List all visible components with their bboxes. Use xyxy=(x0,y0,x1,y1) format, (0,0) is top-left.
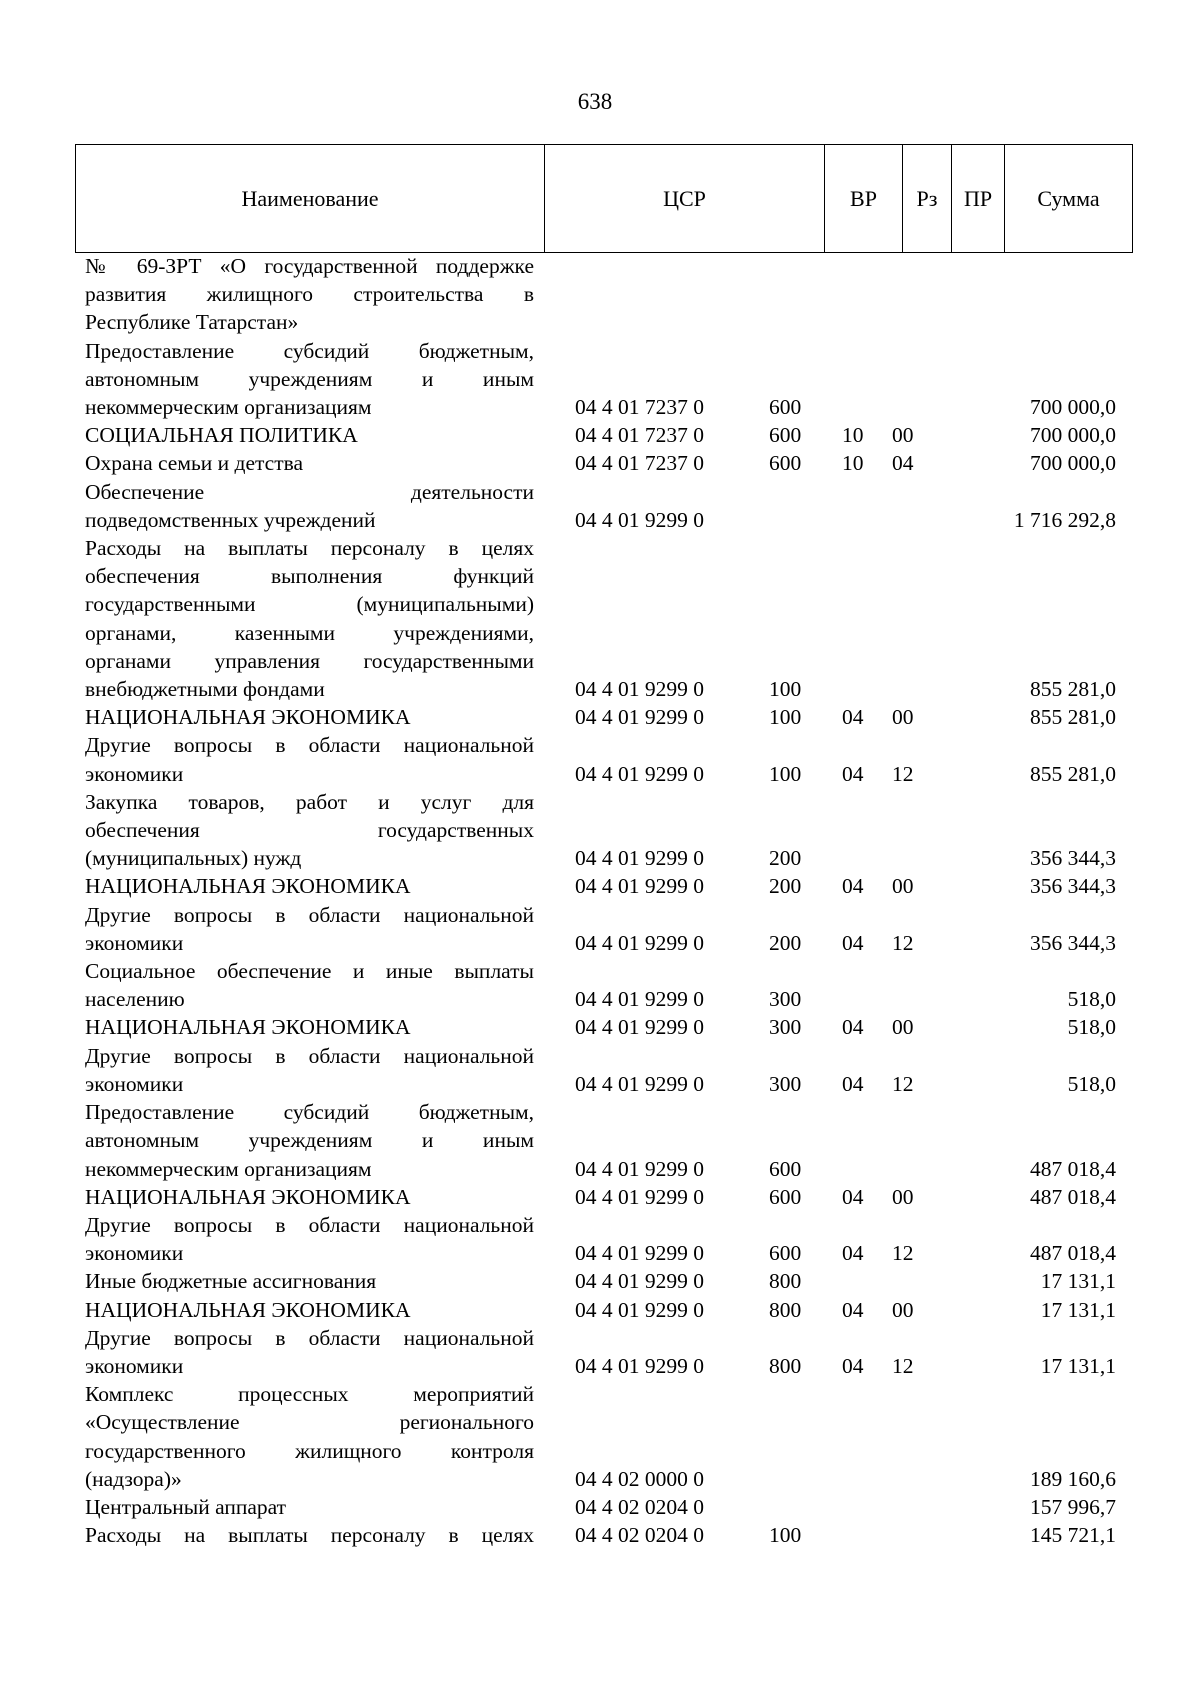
row-name-line: государственными (муниципальными) xyxy=(85,592,534,617)
row-vr: 100 xyxy=(769,705,802,730)
row-name-line: экономики xyxy=(85,930,184,955)
row-name-line: подведомственных учреждений xyxy=(85,507,376,532)
row-csr: 04 4 01 9299 0 xyxy=(575,1241,704,1266)
row-rz: 04 xyxy=(842,1015,864,1040)
table-row xyxy=(0,703,1200,731)
row-name-line: некоммерческим организациям xyxy=(85,1156,372,1181)
row-rz: 10 xyxy=(842,451,864,476)
row-name-line: органами управления государственными xyxy=(85,648,534,673)
row-sum: 157 996,7 xyxy=(1030,1494,1116,1519)
row-sum: 145 721,1 xyxy=(1030,1523,1116,1548)
row-name-line: Закупка товаров, работ и услуг для xyxy=(85,789,534,814)
table-header xyxy=(75,144,1133,253)
row-csr: 04 4 01 9299 0 xyxy=(575,1156,704,1181)
row-name-line: автономным учреждениям и иным xyxy=(85,1128,534,1153)
row-csr: 04 4 01 9299 0 xyxy=(575,1353,704,1378)
row-name-line: Предоставление субсидий бюджетным, xyxy=(85,338,534,363)
table-row xyxy=(0,449,1200,477)
row-name-line: Расходы на выплаты персоналу в целях xyxy=(85,1523,534,1548)
row-csr: 04 4 01 9299 0 xyxy=(575,1297,704,1322)
row-vr: 300 xyxy=(769,1071,802,1096)
row-name-line: обеспечения государственных xyxy=(85,818,534,843)
row-name-line: Социальное обеспечение и иные выплаты xyxy=(85,959,534,984)
row-rz: 04 xyxy=(842,761,864,786)
row-name-line: (надзора)» xyxy=(85,1466,182,1491)
row-vr: 800 xyxy=(769,1269,802,1294)
table-row xyxy=(0,1098,1200,1183)
row-name-line: Другие вопросы в области национальной xyxy=(85,1212,534,1237)
row-rz: 04 xyxy=(842,874,864,899)
row-name-line: экономики xyxy=(85,761,184,786)
row-name-line: (муниципальных) нужд xyxy=(85,846,302,871)
row-csr: 04 4 01 9299 0 xyxy=(575,1184,704,1209)
row-csr: 04 4 01 9299 0 xyxy=(575,874,704,899)
row-pr: 04 xyxy=(892,451,914,476)
row-name-line: государственного жилищного контроля xyxy=(85,1438,534,1463)
row-pr: 12 xyxy=(892,761,914,786)
table-body xyxy=(0,252,1200,1549)
row-name xyxy=(85,703,534,731)
table-row xyxy=(0,337,1200,422)
row-vr: 200 xyxy=(769,846,802,871)
row-name xyxy=(85,1042,534,1098)
row-name xyxy=(85,449,534,477)
row-name xyxy=(85,901,534,957)
row-csr: 04 4 02 0000 0 xyxy=(575,1466,704,1491)
row-name-line: НАЦИОНАЛЬНАЯ ЭКОНОМИКА xyxy=(85,1297,411,1322)
header-pr: ПР xyxy=(952,145,1005,252)
row-sum: 518,0 xyxy=(1067,987,1116,1012)
row-pr: 12 xyxy=(892,930,914,955)
row-sum: 518,0 xyxy=(1067,1015,1116,1040)
page-number: 638 xyxy=(577,89,613,114)
table-row xyxy=(0,1324,1200,1380)
row-csr: 04 4 01 9299 0 xyxy=(575,761,704,786)
table-row xyxy=(0,252,1200,337)
row-vr: 300 xyxy=(769,1015,802,1040)
row-name-line: Другие вопросы в области национальной xyxy=(85,1043,534,1068)
table-row xyxy=(0,731,1200,787)
header-name: Наименование xyxy=(76,145,545,252)
row-name xyxy=(85,957,534,1013)
row-csr: 04 4 01 9299 0 xyxy=(575,1015,704,1040)
row-csr: 04 4 01 9299 0 xyxy=(575,705,704,730)
row-sum: 17 131,1 xyxy=(1040,1353,1116,1378)
row-rz: 04 xyxy=(842,705,864,730)
row-vr: 200 xyxy=(769,930,802,955)
row-rz: 04 xyxy=(842,1184,864,1209)
row-sum: 487 018,4 xyxy=(1030,1184,1116,1209)
row-pr: 00 xyxy=(892,705,914,730)
row-name xyxy=(85,788,534,873)
row-csr: 04 4 02 0204 0 xyxy=(575,1523,704,1548)
table-row xyxy=(0,1042,1200,1098)
row-vr: 600 xyxy=(769,451,802,476)
row-vr: 100 xyxy=(769,761,802,786)
row-csr: 04 4 02 0204 0 xyxy=(575,1494,704,1519)
row-pr: 00 xyxy=(892,874,914,899)
row-csr: 04 4 01 9299 0 xyxy=(575,846,704,871)
row-name-line: экономики xyxy=(85,1241,184,1266)
row-vr: 100 xyxy=(769,677,802,702)
table-row xyxy=(0,478,1200,534)
table-row xyxy=(0,1521,1200,1549)
row-name xyxy=(85,252,534,337)
row-rz: 04 xyxy=(842,930,864,955)
row-pr: 00 xyxy=(892,1184,914,1209)
row-name-line: Обеспечение деятельности xyxy=(85,479,534,504)
row-name xyxy=(85,872,534,900)
table-row xyxy=(0,1013,1200,1041)
table-row xyxy=(0,421,1200,449)
row-vr: 800 xyxy=(769,1353,802,1378)
table-row xyxy=(0,534,1200,703)
row-pr: 12 xyxy=(892,1353,914,1378)
row-sum: 700 000,0 xyxy=(1030,451,1116,476)
row-name-line: Комплекс процессных мероприятий xyxy=(85,1382,534,1407)
row-name-line: обеспечения выполнения функций xyxy=(85,564,534,589)
row-name-line: № 69-ЗРТ «О государственной поддержке xyxy=(85,254,534,278)
row-name-line: органами, казенными учреждениями, xyxy=(85,620,534,645)
row-vr: 800 xyxy=(769,1297,802,1322)
row-name xyxy=(85,731,534,787)
row-pr: 12 xyxy=(892,1071,914,1096)
row-vr: 600 xyxy=(769,1156,802,1181)
row-csr: 04 4 01 7237 0 xyxy=(575,451,704,476)
row-sum: 518,0 xyxy=(1067,1071,1116,1096)
row-vr: 200 xyxy=(769,874,802,899)
row-name-line: Другие вопросы в области национальной xyxy=(85,1325,534,1350)
row-csr: 04 4 01 7237 0 xyxy=(575,423,704,448)
row-sum: 700 000,0 xyxy=(1030,423,1116,448)
row-name xyxy=(85,1267,534,1295)
row-name-line: автономным учреждениям и иным xyxy=(85,366,534,391)
row-pr: 00 xyxy=(892,423,914,448)
row-csr: 04 4 01 9299 0 xyxy=(575,677,704,702)
row-sum: 356 344,3 xyxy=(1030,930,1116,955)
row-name-line: Предоставление субсидий бюджетным, xyxy=(85,1100,534,1125)
row-name xyxy=(85,337,534,422)
row-csr: 04 4 01 9299 0 xyxy=(575,930,704,955)
row-name-line: «Осуществление регионального xyxy=(85,1410,534,1435)
table-row xyxy=(0,872,1200,900)
table-row xyxy=(0,1211,1200,1267)
row-name-line: Республике Татарстан» xyxy=(85,310,299,335)
row-sum: 487 018,4 xyxy=(1030,1241,1116,1266)
header-rz: Рз xyxy=(903,145,952,252)
row-name xyxy=(85,1013,534,1041)
table-row xyxy=(0,1183,1200,1211)
row-name xyxy=(85,1324,534,1380)
row-vr: 600 xyxy=(769,423,802,448)
row-sum: 487 018,4 xyxy=(1030,1156,1116,1181)
header-sum: Сумма xyxy=(1037,185,1100,211)
row-name-line: НАЦИОНАЛЬНАЯ ЭКОНОМИКА xyxy=(85,705,411,730)
row-csr: 04 4 01 9299 0 xyxy=(575,987,704,1012)
row-sum: 855 281,0 xyxy=(1030,677,1116,702)
row-sum: 17 131,1 xyxy=(1040,1269,1116,1294)
row-sum: 356 344,3 xyxy=(1030,874,1116,899)
table-row xyxy=(0,901,1200,957)
row-vr: 600 xyxy=(769,1184,802,1209)
row-name xyxy=(85,1098,534,1183)
table-row xyxy=(0,1296,1200,1324)
row-pr: 12 xyxy=(892,1241,914,1266)
row-name-line: Охрана семьи и детства xyxy=(85,451,304,476)
row-vr: 600 xyxy=(769,395,802,420)
table-row xyxy=(0,788,1200,873)
row-name-line: экономики xyxy=(85,1071,184,1096)
row-sum: 356 344,3 xyxy=(1030,846,1116,871)
row-name-line: НАЦИОНАЛЬНАЯ ЭКОНОМИКА xyxy=(85,1184,411,1209)
table-row xyxy=(0,957,1200,1013)
row-rz: 04 xyxy=(842,1071,864,1096)
table-row xyxy=(0,1380,1200,1493)
row-name xyxy=(85,1521,534,1549)
row-pr: 00 xyxy=(892,1297,914,1322)
row-name-line: СОЦИАЛЬНАЯ ПОЛИТИКА xyxy=(85,423,358,448)
table-row xyxy=(0,1493,1200,1521)
row-name-line: развития жилищного строительства в xyxy=(85,282,534,307)
row-sum: 855 281,0 xyxy=(1030,761,1116,786)
row-sum: 1 716 292,8 xyxy=(1013,507,1116,532)
row-sum: 855 281,0 xyxy=(1030,705,1116,730)
row-name-line: Другие вопросы в области национальной xyxy=(85,733,534,758)
row-name-line: Расходы на выплаты персоналу в целях xyxy=(85,536,534,561)
row-rz: 04 xyxy=(842,1353,864,1378)
row-pr: 00 xyxy=(892,1015,914,1040)
row-vr: 300 xyxy=(769,987,802,1012)
row-name xyxy=(85,1493,534,1521)
row-name xyxy=(85,421,534,449)
row-name xyxy=(85,534,534,703)
row-rz: 04 xyxy=(842,1297,864,1322)
row-name xyxy=(85,1211,534,1267)
row-name-line: Иные бюджетные ассигнования xyxy=(85,1269,377,1294)
row-name xyxy=(85,1183,534,1211)
row-rz: 10 xyxy=(842,423,864,448)
row-name-line: НАЦИОНАЛЬНАЯ ЭКОНОМИКА xyxy=(85,1015,411,1040)
row-vr: 100 xyxy=(769,1523,802,1548)
row-name xyxy=(85,1380,534,1493)
row-sum: 17 131,1 xyxy=(1040,1297,1116,1322)
row-name xyxy=(85,478,534,534)
row-name xyxy=(85,1296,534,1324)
row-sum: 700 000,0 xyxy=(1030,395,1116,420)
header-vr: ВР xyxy=(825,145,903,252)
row-csr: 04 4 01 9299 0 xyxy=(575,1071,704,1096)
row-sum: 189 160,6 xyxy=(1030,1466,1116,1491)
row-rz: 04 xyxy=(842,1241,864,1266)
row-csr: 04 4 01 9299 0 xyxy=(575,507,704,532)
row-name-line: экономики xyxy=(85,1353,184,1378)
row-name-line: некоммерческим организациям xyxy=(85,395,372,420)
table-row xyxy=(0,1267,1200,1295)
row-name-line: Другие вопросы в области национальной xyxy=(85,902,534,927)
header-csr: ЦСР xyxy=(545,145,825,252)
row-csr: 04 4 01 9299 0 xyxy=(575,1269,704,1294)
row-name-line: НАЦИОНАЛЬНАЯ ЭКОНОМИКА xyxy=(85,874,411,899)
row-csr: 04 4 01 7237 0 xyxy=(575,395,704,420)
row-name-line: населению xyxy=(85,987,185,1012)
row-vr: 600 xyxy=(769,1241,802,1266)
row-name-line: Центральный аппарат xyxy=(85,1494,287,1519)
row-name-line: внебюджетными фондами xyxy=(85,677,325,702)
